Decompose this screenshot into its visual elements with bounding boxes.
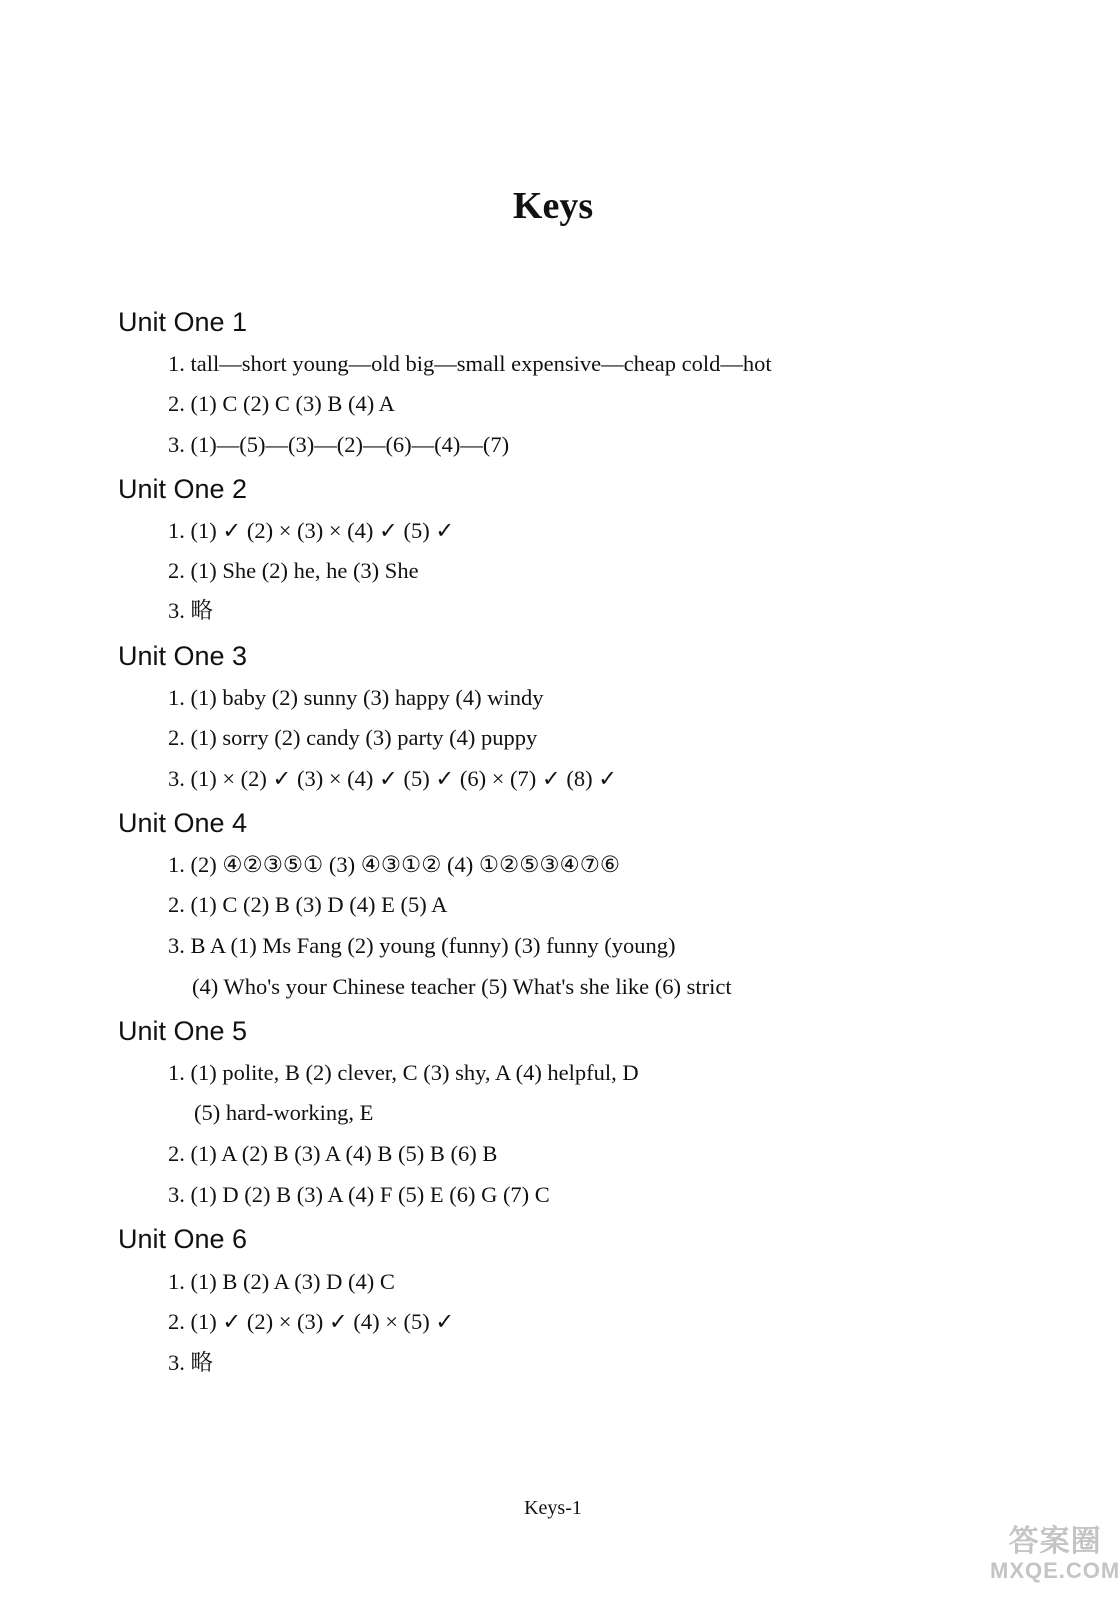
page-footer: Keys-1 [524, 1497, 582, 1519]
answer-line: 1. (1) ✓ (2) × (3) × (4) ✓ (5) ✓ [168, 518, 455, 543]
unit-heading: Unit One 3 [118, 641, 248, 671]
answer-line: 1. (2) ④②③⑤① (3) ④③①② (4) ①②⑤③④⑦⑥ [168, 852, 621, 877]
answer-line: 2. (1) A (2) B (3) A (4) B (5) B (6) B [168, 1141, 498, 1166]
answer-line: 3. (1) × (2) ✓ (3) × (4) ✓ (5) ✓ (6) × (7) ✓ (8) ✓ [168, 766, 618, 791]
answer-line: 3. 略 [168, 598, 214, 623]
answer-line: (4) Who's your Chinese teacher (5) What's she like (6) strict [192, 974, 732, 999]
answer-line: 1. (1) B (2) A (3) D (4) C [168, 1269, 395, 1294]
answer-line: 1. tall—short young—old big—small expensive—cheap cold—hot [168, 351, 772, 376]
answer-line: 2. (1) She (2) he, he (3) She [168, 558, 419, 583]
answer-line: 1. (1) baby (2) sunny (3) happy (4) windy [168, 685, 544, 710]
answer-line: 3. 略 [168, 1350, 214, 1375]
answer-line: (5) hard-working, E [194, 1100, 374, 1125]
watermark [990, 1525, 1120, 1583]
answer-line: 2. (1) sorry (2) candy (3) party (4) puppy [168, 725, 538, 750]
page-title: Keys [512, 185, 594, 227]
answer-line: 2. (1) C (2) B (3) D (4) E (5) A [168, 892, 448, 917]
watermark-en: MXQE.COM [990, 1558, 1120, 1583]
answer-line: 2. (1) ✓ (2) × (3) ✓ (4) × (5) ✓ [168, 1309, 455, 1334]
unit-heading: Unit One 5 [118, 1016, 248, 1046]
answer-line: 3. (1) D (2) B (3) A (4) F (5) E (6) G (7) C [168, 1182, 550, 1207]
unit-heading: Unit One 2 [118, 474, 248, 504]
answer-line: 3. (1)—(5)—(3)—(2)—(6)—(4)—(7) [168, 432, 510, 457]
answer-line: 1. (1) polite, B (2) clever, C (3) shy, A (4) helpful, D [168, 1060, 639, 1085]
unit-heading: Unit One 4 [118, 808, 248, 838]
answer-line: 3. B A (1) Ms Fang (2) young (funny) (3) funny (young) [168, 933, 676, 958]
unit-heading: Unit One 6 [118, 1224, 248, 1254]
answer-line: 2. (1) C (2) C (3) B (4) A [168, 391, 395, 416]
unit-heading: Unit One 1 [118, 307, 248, 337]
watermark-cn: 答案圈 [1008, 1525, 1102, 1558]
